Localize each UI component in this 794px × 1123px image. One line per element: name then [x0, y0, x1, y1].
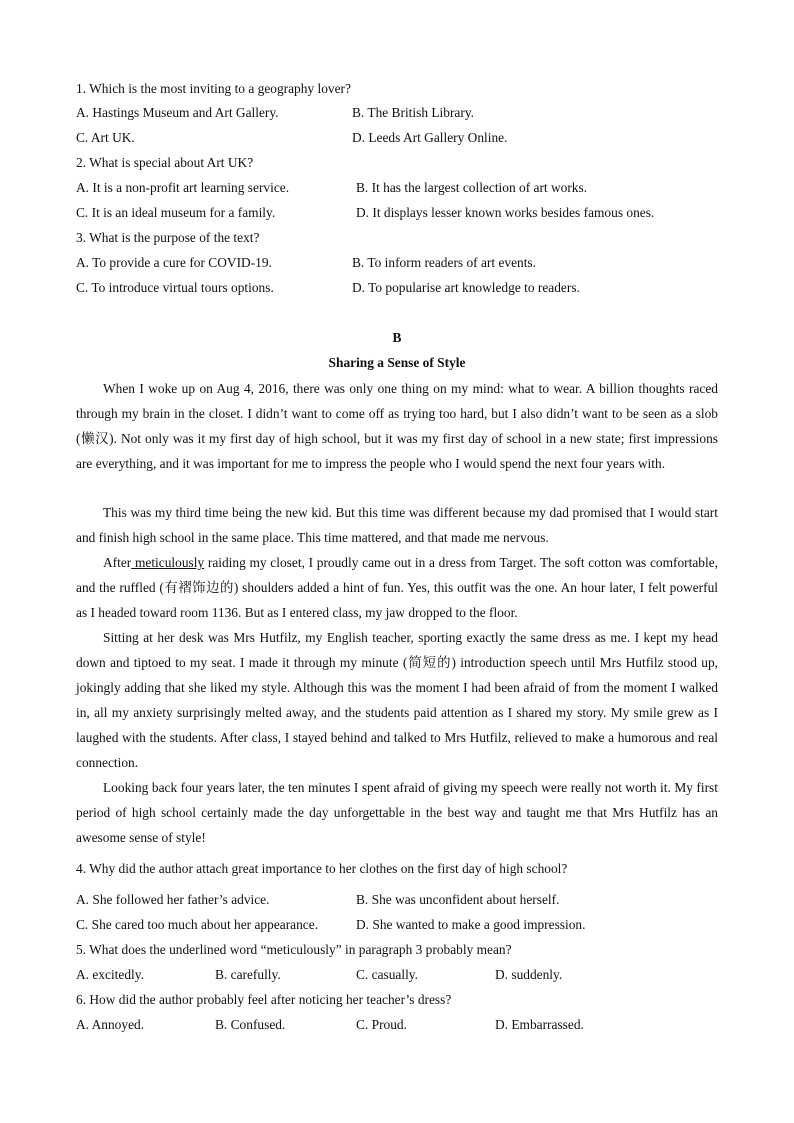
question-4-option-b: B. She was unconfident about herself. — [356, 892, 560, 907]
question-2-stem: 2. What is special about Art UK? — [76, 155, 254, 170]
question-4-stem: 4. Why did the author attach great importance to her clothes on the first day of high school? — [76, 861, 568, 876]
question-6-option-b: B. Confused. — [215, 1017, 286, 1032]
question-3-stem: 3. What is the purpose of the text? — [76, 230, 260, 245]
question-1-option-d: D. Leeds Art Gallery Online. — [352, 130, 508, 145]
question-6-option-d: D. Embarrassed. — [495, 1017, 584, 1032]
question-6-option-a: A. Annoyed. — [76, 1017, 145, 1032]
question-2-option-c: C. It is an ideal museum for a family. — [76, 205, 276, 220]
passage-title: Sharing a Sense of Style — [328, 355, 466, 370]
question-3-option-a: A. To provide a cure for COVID-19. — [76, 255, 272, 270]
question-1-option-a: A. Hastings Museum and Art Gallery. — [76, 105, 279, 120]
passage-paragraph-2: This was my third time being the new kid. But this time was different because my dad promised that I would start and finish high school in the same place. This time mattered, and that made me nervous. — [76, 505, 718, 545]
question-1-option-b: B. The British Library. — [352, 105, 474, 120]
question-3-option-b: B. To inform readers of art events. — [352, 255, 536, 270]
question-5-stem: 5. What does the underlined word “meticulously” in paragraph 3 probably mean? — [76, 942, 512, 957]
passage-paragraph-4: Sitting at her desk was Mrs Hutfilz, my English teacher, sporting exactly the same dress as me. I kept my head down and tiptoed to my seat. I made it through my minute (简短的) introduction speech until Mrs Hutfilz stood up, jokingly adding that she liked my style. Although this was the moment I had been afraid of from the moment I walked in, all my anxiety surprisingly melted away, and the students paid attention as I shared my story. My smile grew as I laughed with the students. After class, I stayed behind and talked to Mrs Hutfilz, relieved to make a humorous and real connection. — [76, 630, 718, 770]
section-letter: B — [392, 330, 402, 345]
underlined-word-meticulously: meticulously — [131, 555, 205, 570]
question-2-option-d: D. It displays lesser known works besides famous ones. — [356, 205, 655, 220]
passage-paragraph-5: Looking back four years later, the ten minutes I spent afraid of giving my speech were really not worth it. My first period of high school certainly made the day unforgettable in the best way and taught me that Mrs Hutfilz has an awesome sense of style! — [76, 780, 718, 845]
paragraph-3-lead: After — [103, 555, 132, 570]
paragraph-3-rest: raiding my closet, I proudly came out in a dress from Target. The soft cotton was comfortable, and the ruffled (有褶饰边的) shoulders added a hint of fun. Yes, this outfit was the one. An hour later, I felt powerful as I headed toward room 1136. But as I entered class, my jaw dropped to the floor. — [76, 555, 718, 620]
question-3-option-d: D. To popularise art knowledge to readers. — [352, 280, 580, 295]
question-2-option-a: A. It is a non-profit art learning service. — [76, 180, 290, 195]
question-6-stem: 6. How did the author probably feel after noticing her teacher’s dress? — [76, 992, 452, 1007]
question-6-option-c: C. Proud. — [356, 1017, 407, 1032]
question-3-option-c: C. To introduce virtual tours options. — [76, 280, 274, 295]
passage-paragraph-1: When I woke up on Aug 4, 2016, there was only one thing on my mind: what to wear. A billion thoughts raced through my brain in the closet. I didn’t want to come off as trying too hard, but I also didn’t want to be seen as a slob (懒汉). Not only was it my first day of high school, but it was my first day of school in a new state; first impressions are everything, and it was important for me to impress the people who I would spend the next four years with. — [76, 381, 718, 471]
question-5-option-b: B. carefully. — [215, 967, 281, 982]
question-4-option-a: A. She followed her father’s advice. — [76, 892, 270, 907]
question-4-option-d: D. She wanted to make a good impression. — [356, 917, 586, 932]
question-5-option-a: A. excitedly. — [76, 967, 144, 982]
passage-paragraph-3 — [76, 550, 718, 625]
question-2-option-b: B. It has the largest collection of art works. — [356, 180, 588, 195]
question-4-option-c: C. She cared too much about her appearance. — [76, 917, 319, 932]
question-5-option-d: D. suddenly. — [495, 967, 563, 982]
question-1-option-c: C. Art UK. — [76, 130, 135, 145]
question-1-stem: 1. Which is the most inviting to a geography lover? — [76, 81, 351, 96]
question-5-option-c: C. casually. — [356, 967, 418, 982]
